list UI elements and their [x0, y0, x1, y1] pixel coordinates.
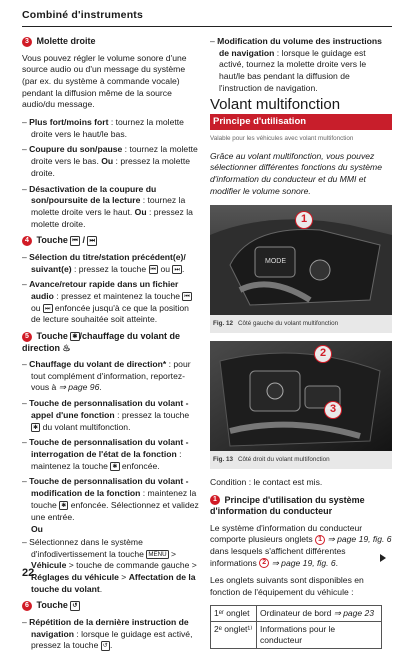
number-4-badge: 4: [22, 236, 32, 246]
section-3-title: Molette droite: [36, 36, 96, 46]
steering-wheel-right-illustration: [210, 341, 392, 451]
heated-steering-wheel-icon: ♨: [62, 342, 71, 353]
figure-13-caption: Fig. 13 Côté droit du volant multifonction: [210, 451, 392, 469]
right-column: [210, 36, 392, 649]
paragraph: Les onglets suivants sont disponibles en fonction de l'équipement du véhicule :: [210, 575, 364, 598]
list-item: – Désactivation de la coupure du son/poursuite de la lecture : tournez la molette droite vers le haut. Ou : pressez la molette droite.: [22, 183, 193, 229]
table-cell: Informations pour le conducteur: [257, 621, 382, 648]
left-column: [22, 36, 200, 656]
list-item: – Touche de personnalisation du volant - appel d'une fonction : pressez la touche ✱ du volant multifonction.: [22, 398, 190, 432]
section-6-heading: 6 Touche ↺: [22, 600, 200, 612]
callout-2: 2: [314, 345, 332, 363]
number-5-badge: 5: [22, 332, 32, 342]
list-item: – Modification du volume des instructions de navigation : lorsque le guidage est activé, tournez la molette droite vers le haut/le bas pendant la diffusion de l'instruction de navigation.: [210, 36, 382, 93]
previous-track-key-icon: ⏮: [72, 237, 78, 245]
list-item: – Touche de personnalisation du volant - interrogation de l'état de la fonction : maintenez la touche ✱ enfoncée.: [22, 437, 189, 471]
navigation-repeat-key-icon: ↺: [72, 602, 78, 610]
list-item: – Coupure du son/pause : tournez la molette droite vers le bas. Ou : pressez la molette droite.: [22, 144, 198, 178]
next-track-key-icon: ⏭: [89, 237, 96, 245]
page-header: [22, 9, 392, 27]
list-item: – Plus fort/moins fort : tournez la molette droite vers le haut/le bas.: [22, 117, 184, 139]
subsection-band: Principe d'utilisation: [210, 114, 392, 130]
section-title: Volant multifonction: [210, 95, 341, 113]
mode-button-label: MODE: [265, 258, 286, 266]
page-number: 22: [22, 567, 35, 579]
table-row: [211, 605, 382, 621]
section-3-paragraph: Vous pouvez régler le volume sonore d'une source audio ou d'un message du système (par ex. du système à commande vocale) pendant la diffusion même de la source audio/du message.: [22, 52, 187, 110]
list-item: – Répétition de la dernière instruction de navigation : lorsque le guidage est activé, pressez la touche ↺ .: [22, 616, 193, 651]
list-item: – Sélection du titre/station précédent(e)/ suivant(e) : pressez la touche ⏮ ou ⏭ .: [22, 251, 186, 274]
validity-note: Valable pour les véhicules avec volant multifonction: [210, 134, 354, 142]
star-key-icon: ✱: [72, 332, 78, 340]
section-4-heading: 4 Touche ⏮ / ⏭: [22, 235, 200, 247]
table-cell: 1ᵉʳ onglet: [211, 605, 257, 621]
intro-paragraph: Grâce au volant multifonction, vous pouvez sélectionner différentes fonctions du système d'information du conducteur et du MMI et modifier le volume sonore.: [210, 150, 382, 196]
next-track-key-icon: ⏭: [174, 265, 181, 273]
section-5-heading: 5 Touche ✱ /chauffage du volant de direction ♨: [22, 331, 181, 353]
callout-1: 1: [295, 211, 313, 229]
continue-arrow-icon: [380, 554, 386, 562]
list-item: – Avance/retour rapide dans un fichier audio : pressez et maintenez la touche ⏮ ou ⏭ enfoncée jusqu'à ce que la position de lecture souhaitée soit atteinte.: [22, 279, 190, 325]
figure-13-image: [210, 341, 392, 451]
list-item: – Chauffage du volant de direction* : pour tout complément d'information, reportez-vous à ⇒ page 96.: [22, 359, 191, 393]
figure-12-image: [210, 205, 392, 315]
list-item: – Touche de personnalisation du volant - modification de la fonction : maintenez la touche ✱ enfoncée. Sélectionnez et validez une entrée.: [22, 476, 199, 522]
callout-3: 3: [324, 401, 342, 419]
table-row: [211, 621, 382, 648]
list-item: – Sélectionnez dans le système d'infodivertissement la touche MENU > Véhicule > touche de commande gauche > Réglages du véhicule > Affectation de la touche du volant.: [22, 536, 197, 594]
number-6-badge: 6: [22, 601, 32, 611]
previous-track-key-icon: ⏮: [150, 265, 157, 273]
or-label: Ou: [31, 524, 43, 535]
star-key-icon: ✱: [33, 423, 39, 431]
header-title: Combiné d'instruments: [22, 9, 144, 21]
table-cell: Ordinateur de bord ⇒ page 23: [257, 605, 382, 621]
number-2-outline-badge: 2: [259, 558, 269, 568]
tabs-table: [210, 605, 382, 649]
navigation-repeat-key-icon: ↺: [102, 642, 108, 650]
section-1-heading: 1 Principe d'utilisation du système d'information du conducteur: [210, 494, 365, 517]
star-key-icon: ✱: [112, 462, 118, 470]
number-3-badge: 3: [22, 37, 32, 47]
star-key-icon: ✱: [61, 501, 67, 509]
figure-12-caption: Fig. 12 Côté gauche du volant multifonction: [210, 315, 392, 333]
previous-track-key-icon: ⏮: [184, 292, 190, 300]
menu-key: MENU: [148, 550, 167, 558]
next-track-key-icon: ⏭: [44, 304, 51, 312]
paragraph: Le système d'information du conducteur comporte plusieurs onglets 1 ⇒ page 19, fig. 6 dans lesquels s'affichent différentes informations 2 ⇒ page 19, fig. 6.: [210, 522, 392, 568]
section-3-heading: [22, 36, 200, 48]
condition-text: Condition : le contact est mis.: [210, 476, 323, 487]
number-1-outline-badge: 1: [315, 535, 325, 545]
table-cell: 2ᵉ onglet¹⁾: [211, 621, 257, 648]
number-1-badge: 1: [210, 495, 220, 505]
